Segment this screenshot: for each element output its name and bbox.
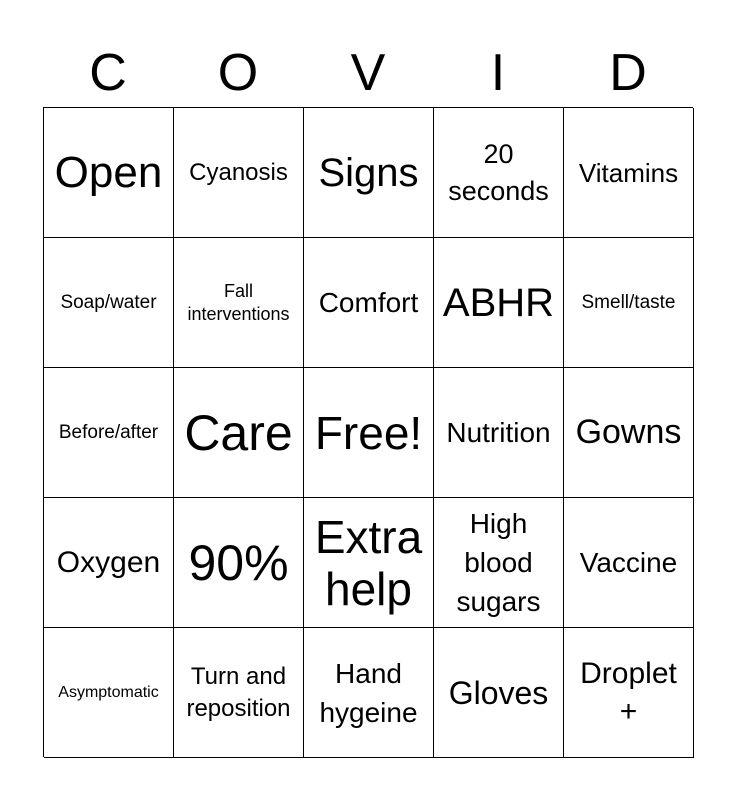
header-letter-c: C (89, 44, 127, 102)
bingo-cell-r4c1[interactable]: Oxygen (44, 498, 174, 628)
bingo-cell-r4c2[interactable]: 90% (174, 498, 304, 628)
bingo-cell-r2c1[interactable]: Soap/water (44, 238, 174, 368)
header-letter-i: I (490, 44, 506, 102)
bingo-cell-r2c4[interactable]: ABHR (434, 238, 564, 368)
bingo-cell-r1c2[interactable]: Cyanosis (174, 108, 304, 238)
bingo-cell-r1c3[interactable]: Signs (304, 108, 434, 238)
bingo-cell-r2c2[interactable]: Fall interventions (174, 238, 304, 368)
bingo-cell-r5c3[interactable]: Hand hygeine (304, 628, 434, 758)
bingo-cell-r1c4[interactable]: 20 seconds (434, 108, 564, 238)
bingo-cell-r3c5[interactable]: Gowns (564, 368, 694, 498)
bingo-cell-r3c2[interactable]: Care (174, 368, 304, 498)
bingo-header (43, 40, 693, 106)
bingo-cell-r4c4[interactable]: High blood sugars (434, 498, 564, 628)
header-letter-o: O (217, 44, 259, 102)
bingo-board (43, 107, 693, 757)
bingo-cell-free[interactable]: Free! (304, 368, 434, 498)
bingo-cell-r3c4[interactable]: Nutrition (434, 368, 564, 498)
bingo-cell-r3c1[interactable]: Before/after (44, 368, 174, 498)
bingo-cell-r1c5[interactable]: Vitamins (564, 108, 694, 238)
header-letter-d: D (609, 44, 647, 102)
bingo-cell-r2c3[interactable]: Comfort (304, 238, 434, 368)
bingo-cell-r1c1[interactable]: Open (44, 108, 174, 238)
bingo-cell-r4c3[interactable]: Extra help (304, 498, 434, 628)
bingo-cell-r5c4[interactable]: Gloves (434, 628, 564, 758)
header-letter-v: V (350, 44, 386, 102)
bingo-cell-r5c5[interactable]: Droplet + (564, 628, 694, 758)
bingo-cell-r5c2[interactable]: Turn and reposition (174, 628, 304, 758)
bingo-cell-r4c5[interactable]: Vaccine (564, 498, 694, 628)
bingo-cell-r2c5[interactable]: Smell/taste (564, 238, 694, 368)
bingo-cell-r5c1[interactable]: Asymptomatic (44, 628, 174, 758)
